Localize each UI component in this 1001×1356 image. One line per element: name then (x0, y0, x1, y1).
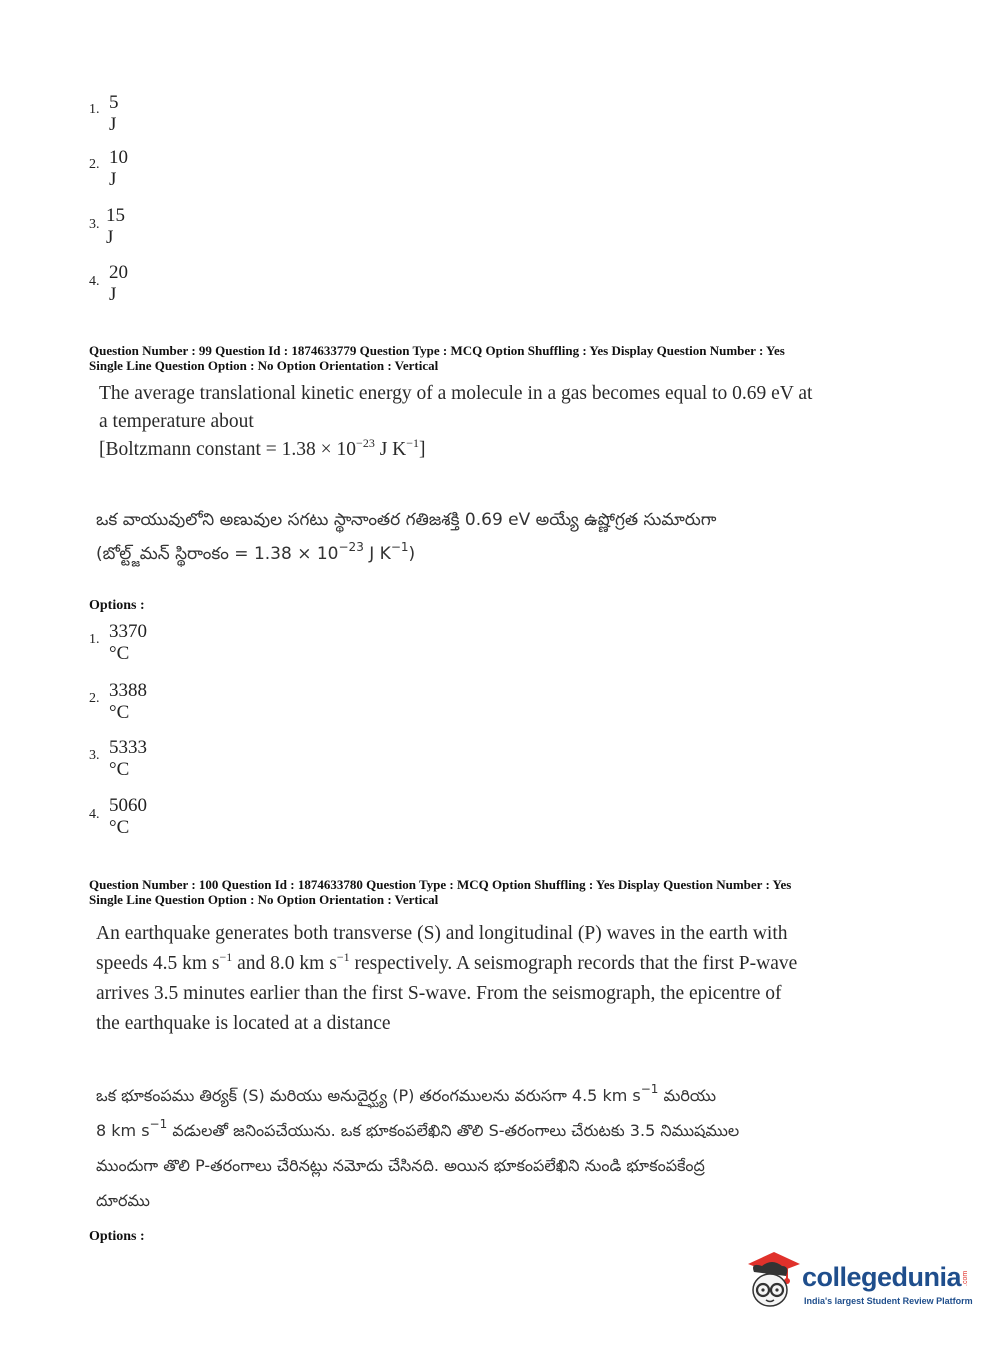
meta-line-1: Question Number : 100 Question Id : 1874633780 Question Type : MCQ Option Shuffling : Yes Display Question Number : Yes (89, 877, 792, 892)
option-number: 4. (89, 274, 100, 289)
option-text: 5060 °C (109, 795, 147, 838)
text-part: మరియు (658, 1086, 717, 1105)
question-line: An earthquake generates both transverse (S) and longitudinal (P) waves in the earth with (96, 923, 788, 944)
exponent: −1 (640, 1082, 659, 1096)
question-meta (89, 343, 785, 373)
option-number: 1. (89, 632, 100, 647)
text-part: వడులతో జనింపచేయును. ఒక భూకంపలేఖిని తొలి S-తరంగాలు చేరుటకు 3.5 నిముషముల (167, 1121, 740, 1140)
question-line: ముందుగా తొలి P-తరంగాలు చేరినట్లు నమోదు చేసినది. అయిన భూకంపలేఖిని నుండి భూకంపకేంద్ర (96, 1156, 705, 1175)
const-text: (బోల్ట్జ్‌మన్ స్థిరాంకం = 1.38 × 10 (96, 544, 339, 564)
const-text: [Boltzmann constant = 1.38 × 10 (99, 439, 357, 460)
option-number: 1. (89, 102, 100, 117)
text-part: respectively. A seismograph records that the first P-wave (349, 953, 798, 974)
exponent: −1 (219, 950, 233, 964)
exponent: −1 (149, 1117, 168, 1131)
option-text: 3370 °C (109, 621, 147, 664)
exponent: −1 (390, 540, 409, 554)
question-line: దూరము (96, 1191, 150, 1210)
option-text: 20 J (109, 262, 128, 305)
exponent: −1 (406, 436, 420, 450)
text-part: ఒక భూకంపము తిర్యక్ (S) మరియు అనుదైర్ఘ్య (P) తరంగములను వరుసగా 4.5 km s (96, 1086, 641, 1105)
text-part: 8 km s (96, 1121, 150, 1140)
boltzmann-constant (99, 436, 899, 464)
collegedunia-logo[interactable] (742, 1248, 973, 1318)
question-line: ఒక వాయువులోని అణువుల సగటు స్థానాంతర గతిజశక్తి 0.69 eV అయ్యే ఉష్ణోగ్రత సుమారుగా (96, 510, 717, 530)
question-line (96, 1078, 916, 1113)
question-line: a temperature about (99, 411, 254, 432)
question-text-telugu (96, 503, 896, 571)
boltzmann-constant-telugu (96, 537, 896, 571)
mascot-icon (742, 1248, 802, 1312)
exponent: −1 (336, 950, 350, 964)
option-number: 4. (89, 807, 100, 822)
exponent: −23 (338, 540, 364, 554)
option-text: 3388 °C (109, 680, 147, 723)
question-line (96, 949, 896, 979)
question-meta (89, 877, 791, 907)
question-text-english (96, 919, 896, 1039)
text-part: and 8.0 km s (232, 953, 337, 974)
options-label: Options : (89, 1229, 145, 1244)
question-line: the earthquake is located at a distance (96, 1013, 391, 1034)
const-close: ] (419, 439, 426, 460)
const-unit: J K (374, 439, 407, 460)
logo-tagline: India's largest Student Review Platform (804, 1296, 973, 1306)
option-number: 3. (89, 748, 100, 763)
option-text: 5 J (109, 92, 119, 135)
text-part: speeds 4.5 km s (96, 953, 220, 974)
option-text: 10 J (109, 147, 128, 190)
brand-suffix: .com (962, 1270, 970, 1286)
question-text-telugu (96, 1078, 916, 1218)
options-label: Options : (89, 598, 145, 613)
option-number: 2. (89, 691, 100, 706)
option-text: 15 J (106, 205, 125, 248)
option-text: 5333 °C (109, 737, 147, 780)
question-line: The average translational kinetic energy of a molecule in a gas becomes equal to 0.69 eV at (99, 383, 813, 404)
option-number: 2. (89, 157, 100, 172)
const-close: ) (408, 544, 416, 564)
question-line (96, 1113, 916, 1148)
exponent: −23 (356, 436, 375, 450)
meta-line-1: Question Number : 99 Question Id : 1874633779 Question Type : MCQ Option Shuffling : Yes Display Question Number : Yes (89, 343, 785, 358)
question-text-english (99, 380, 899, 464)
logo-wordmark (802, 1262, 976, 1293)
brand-name: collegedunia (802, 1262, 962, 1292)
question-line: arrives 3.5 minutes earlier than the first S-wave. From the seismograph, the epicentre of (96, 983, 782, 1004)
meta-line-2: Single Line Question Option : No Option Orientation : Vertical (89, 358, 439, 373)
meta-line-2: Single Line Question Option : No Option Orientation : Vertical (89, 892, 439, 907)
option-number: 3. (89, 217, 100, 232)
const-unit: J K (363, 544, 391, 564)
